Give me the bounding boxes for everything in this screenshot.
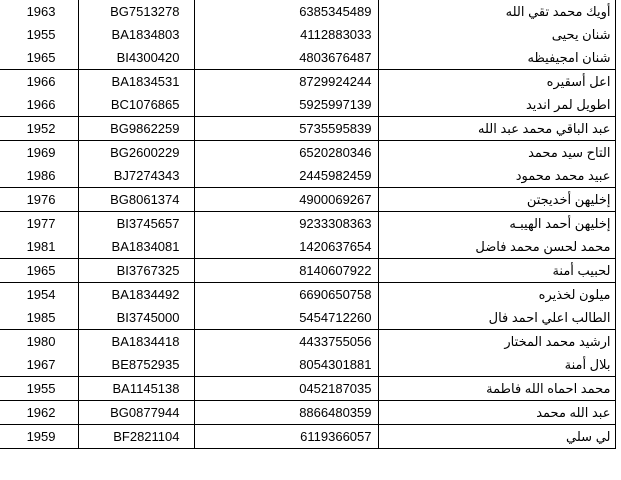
table-row xyxy=(0,425,615,449)
national-number-cell: 4803676487 xyxy=(194,46,378,70)
id-code-cell: BA1834531 xyxy=(78,70,194,94)
id-code-cell: BA1834492 xyxy=(78,283,194,307)
table-row xyxy=(0,306,615,330)
table-row xyxy=(0,235,615,259)
table-row xyxy=(0,377,615,401)
id-code-cell: BA1834081 xyxy=(78,235,194,259)
person-name-cell: اعل أسقيره xyxy=(378,70,615,94)
birth-year-cell: 1962 xyxy=(0,401,78,425)
birth-year-cell: 1966 xyxy=(0,70,78,94)
person-name-cell: عبد الباقي محمد عبد الله xyxy=(378,117,615,141)
national-number-cell: 8729924244 xyxy=(194,70,378,94)
birth-year-cell: 1952 xyxy=(0,117,78,141)
birth-year-cell: 1976 xyxy=(0,188,78,212)
person-name-cell: عبد الله محمد xyxy=(378,401,615,425)
birth-year-cell: 1966 xyxy=(0,93,78,117)
birth-year-cell: 1965 xyxy=(0,46,78,70)
national-number-cell: 1420637654 xyxy=(194,235,378,259)
birth-year-cell: 1955 xyxy=(0,377,78,401)
id-code-cell: BG7513278 xyxy=(78,0,194,23)
birth-year-cell: 1969 xyxy=(0,141,78,165)
birth-year-cell: 1967 xyxy=(0,353,78,377)
national-number-cell: 5454712260 xyxy=(194,306,378,330)
id-code-cell: BI3745657 xyxy=(78,212,194,236)
table-row xyxy=(0,212,615,236)
id-code-cell: BG0877944 xyxy=(78,401,194,425)
national-number-cell: 4433755056 xyxy=(194,330,378,354)
national-number-cell: 9233308363 xyxy=(194,212,378,236)
id-code-cell: BA1834803 xyxy=(78,23,194,46)
national-number-cell: 8866480359 xyxy=(194,401,378,425)
table-row xyxy=(0,117,615,141)
person-name-cell: ميلون لخذيره xyxy=(378,283,615,307)
national-number-cell: 2445982459 xyxy=(194,164,378,188)
national-number-cell: 6385345489 xyxy=(194,0,378,23)
person-name-cell: إخليهن أخديجتن xyxy=(378,188,615,212)
national-number-cell: 6520280346 xyxy=(194,141,378,165)
person-name-cell: لحبيب أمنة xyxy=(378,259,615,283)
id-code-cell: BF2821104 xyxy=(78,425,194,449)
table-row xyxy=(0,330,615,354)
birth-year-cell: 1985 xyxy=(0,306,78,330)
national-number-cell: 6119366057 xyxy=(194,425,378,449)
national-number-cell: 4900069267 xyxy=(194,188,378,212)
table-row xyxy=(0,93,615,117)
id-code-cell: BJ7274343 xyxy=(78,164,194,188)
birth-year-cell: 1963 xyxy=(0,0,78,23)
table-row xyxy=(0,141,615,165)
table-row xyxy=(0,70,615,94)
national-number-cell: 8140607922 xyxy=(194,259,378,283)
birth-year-cell: 1980 xyxy=(0,330,78,354)
national-number-cell: 8054301881 xyxy=(194,353,378,377)
person-name-cell: محمد لحسن محمد فاضل xyxy=(378,235,615,259)
birth-year-cell: 1977 xyxy=(0,212,78,236)
person-name-cell: عبيد محمد محمود xyxy=(378,164,615,188)
table-row xyxy=(0,46,615,70)
table-row xyxy=(0,188,615,212)
national-number-cell: 6690650758 xyxy=(194,283,378,307)
id-code-cell: BG9862259 xyxy=(78,117,194,141)
birth-year-cell: 1986 xyxy=(0,164,78,188)
person-name-cell: بلال أمنة xyxy=(378,353,615,377)
id-code-cell: BA1834418 xyxy=(78,330,194,354)
id-code-cell: BI4300420 xyxy=(78,46,194,70)
table-row xyxy=(0,0,615,23)
birth-year-cell: 1959 xyxy=(0,425,78,449)
table-row xyxy=(0,283,615,307)
id-code-cell: BG2600229 xyxy=(78,141,194,165)
id-code-cell: BI3745000 xyxy=(78,306,194,330)
national-number-cell: 0452187035 xyxy=(194,377,378,401)
table-row xyxy=(0,401,615,425)
person-name-cell: التاح سيد محمد xyxy=(378,141,615,165)
person-name-cell: لي سلي xyxy=(378,425,615,449)
table-row xyxy=(0,259,615,283)
id-code-cell: BG8061374 xyxy=(78,188,194,212)
person-name-cell: شنان امجيفيظه xyxy=(378,46,615,70)
national-number-cell: 5925997139 xyxy=(194,93,378,117)
national-number-cell: 5735595839 xyxy=(194,117,378,141)
table-row xyxy=(0,23,615,46)
table-row xyxy=(0,164,615,188)
table-row xyxy=(0,353,615,377)
birth-year-cell: 1955 xyxy=(0,23,78,46)
person-name-cell: ارشيد محمد المختار xyxy=(378,330,615,354)
birth-year-cell: 1981 xyxy=(0,235,78,259)
person-name-cell: اطويل لمر انديد xyxy=(378,93,615,117)
birth-year-cell: 1954 xyxy=(0,283,78,307)
birth-year-cell: 1965 xyxy=(0,259,78,283)
person-name-cell: محمد احماه الله فاطمة xyxy=(378,377,615,401)
id-code-cell: BI3767325 xyxy=(78,259,194,283)
person-name-cell: أويك محمد تقي الله xyxy=(378,0,615,23)
id-code-cell: BE8752935 xyxy=(78,353,194,377)
id-code-cell: BA1145138 xyxy=(78,377,194,401)
person-name-cell: الطالب اعلي احمد فال xyxy=(378,306,615,330)
person-name-cell: شنان يحيى xyxy=(378,23,615,46)
national-number-cell: 4112883033 xyxy=(194,23,378,46)
person-name-cell: إخليهن أحمد الهيبـه xyxy=(378,212,615,236)
id-code-cell: BC1076865 xyxy=(78,93,194,117)
